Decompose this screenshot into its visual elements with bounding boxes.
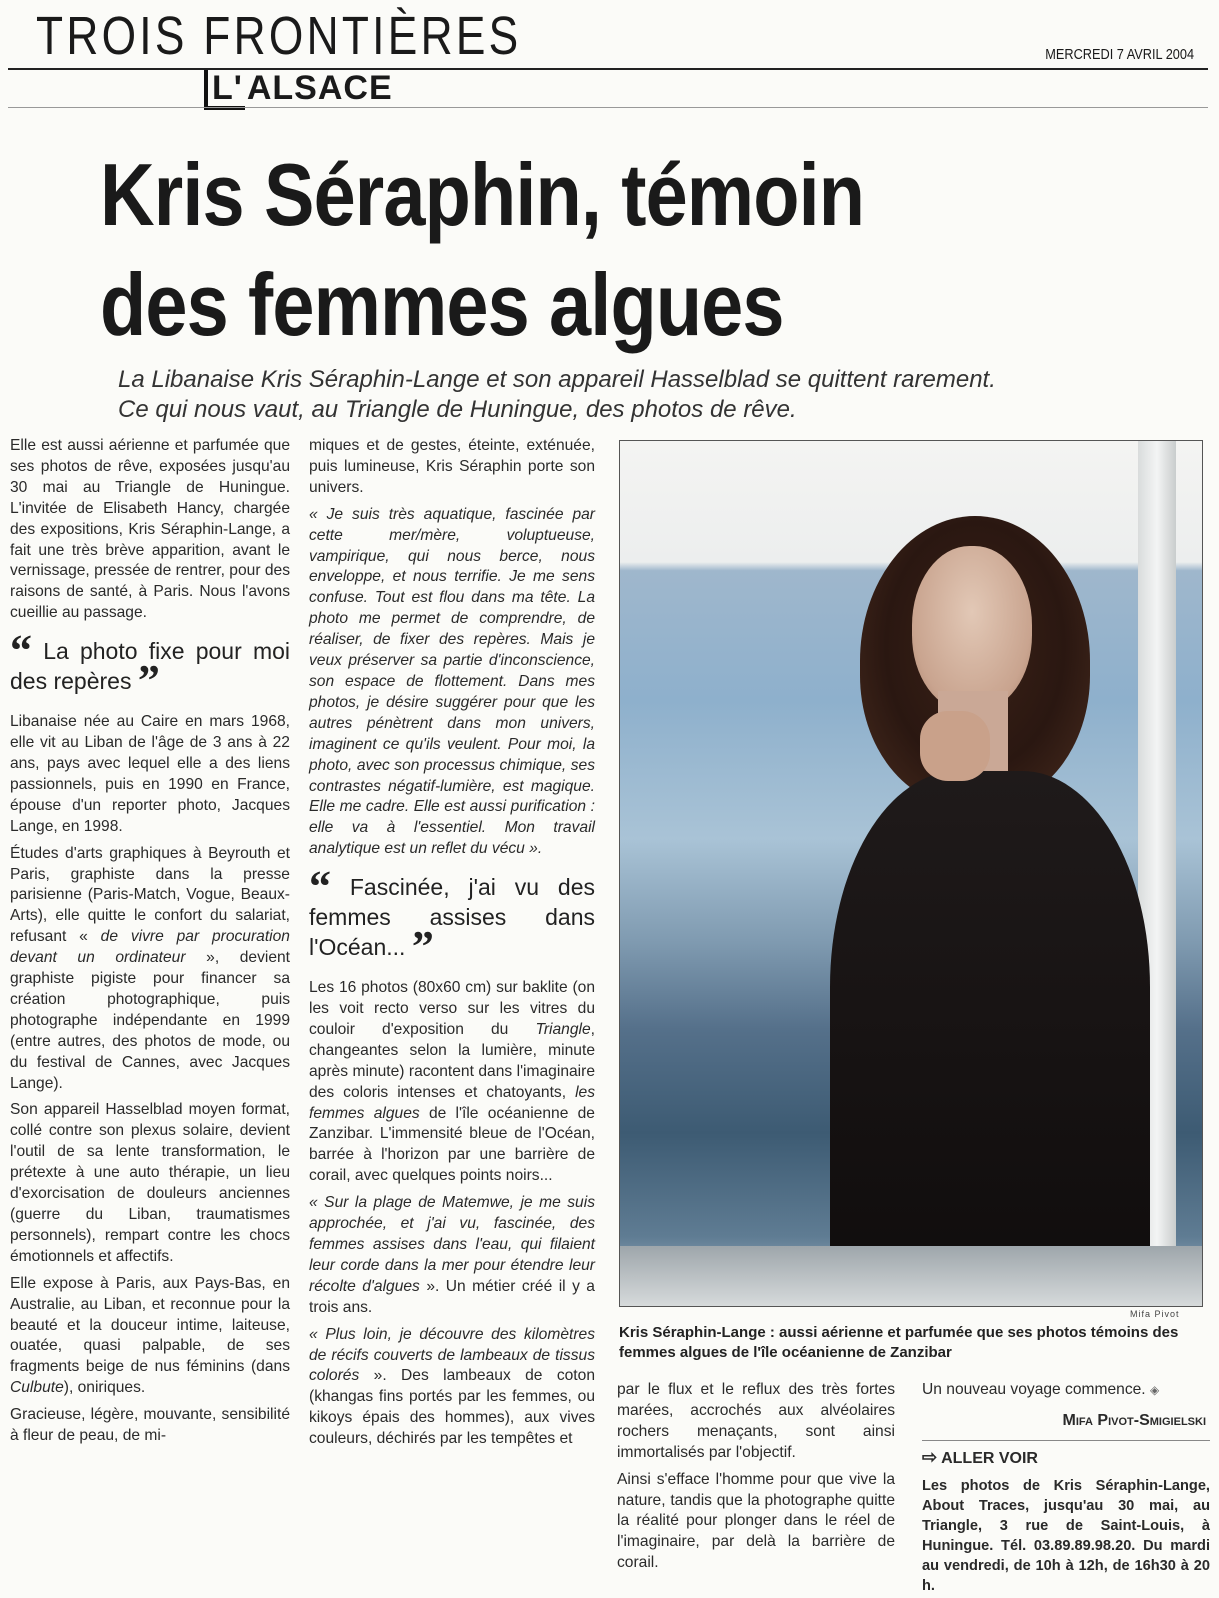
headline-line-2: des femmes algues	[100, 255, 784, 354]
pull-quote-text: La photo fixe pour moi des repères	[10, 638, 291, 695]
lead-line-1: La Libanaise Kris Séraphin-Lange et son appareil Hasselblad se quittent rarement.	[118, 366, 996, 393]
column-2	[309, 436, 595, 1456]
photo-caption: Kris Séraphin-Lange : aussi aérienne et parfumée que ses photos témoins des femmes algues de l'île océanienne de Zanzibar	[619, 1324, 1179, 1361]
pull-quote-2	[309, 862, 595, 972]
text-run: , changeantes selon la lumière, minute après minute) racontent dans l'imaginaire des coloris intenses et chatoyants,	[309, 1020, 595, 1101]
window-sill	[620, 1246, 1202, 1306]
paragraph-quote: « Je suis très aquatique, fascinée par cette mer/mère, voluptueuse, vampirique, qui nous berce, nous enveloppe, et nous terrifie. Je me sens confuse. Tout est flou dans ma tête. La photo me permet de comprendre, de réaliser, de fixer des repères. Mais je veux préserver sa partie d'inconscience, son espace de flottement. Dans mes photos, je désire suggérer pour que les autres pénètrent dans mon univers, imaginent ce qu'ils veulent. Pour moi, la photo, avec son processus chimique, ses contrastes négatif-lumière, est magique. Elle me cadre. Elle est aussi purification : elle va à l'essentiel. Mon travail analytique est un reflet du vécu ».	[309, 505, 595, 858]
paragraph: par le flux et le reflux des très fortes marées, accrochés aux alvéolaires rochers menaçants, sont ainsi immortalisés par l'objectif.	[617, 1381, 895, 1461]
photo-face	[912, 546, 1032, 711]
paragraph: Ainsi s'efface l'homme pour que vive la nature, tandis que la photographe quitte la réalité pour plonger dans le réel de l'imaginaire, par delà la barrière de corail.	[617, 1470, 895, 1572]
aller-voir-label: ALLER VOIR	[941, 1449, 1038, 1467]
close-quote-icon: ”	[411, 922, 434, 972]
aller-voir-heading	[922, 1440, 1210, 1470]
text-run: Les 16 photos (80x60 cm) sur baklite (on les voit recto verso sur les vitres du couloir d'exposition du	[309, 979, 595, 1038]
text-run: Un nouveau voyage commence.	[922, 1381, 1146, 1398]
masthead	[8, 0, 1208, 110]
text-run-italic: les femmes algues	[309, 1083, 595, 1122]
column-3	[617, 1380, 895, 1580]
section-title: TROIS FRONTIÈRES	[36, 6, 522, 66]
paragraph	[10, 1274, 290, 1399]
text-run-italic: de vivre par procuration devant un ordinateur	[10, 928, 290, 967]
pull-quote-1	[10, 626, 291, 706]
text-run-italic: Culbute	[10, 1379, 64, 1397]
text-run: de l'île océanienne de Zanzibar. L'immensité bleue de l'Océan, barrée à l'horizon par une barrière de corail, avec quelques points noirs...	[309, 1104, 595, 1185]
end-mark-icon: ◈	[1150, 1383, 1160, 1397]
pull-quote-text: Fascinée, j'ai vu des femmes assises dans l'Océan...	[309, 874, 595, 961]
text-run-italic: Triangle	[535, 1020, 591, 1038]
logo-text: ALSACE	[246, 69, 393, 107]
open-quote-icon: “	[309, 862, 331, 912]
text-run: Elle expose à Paris, aux Pays-Bas, en Australie, au Liban, et reconnue pour la beauté et la douceur intime, laiteuse, ouatée, quasi palpable, de ses fragments beige de nus féminins (dans	[10, 1274, 290, 1376]
column-4	[922, 1380, 1210, 1596]
paragraph	[309, 978, 595, 1187]
paragraph: Gracieuse, légère, mouvante, sensibilité à fleur de peau, de mi-	[10, 1406, 290, 1445]
paragraph: Elle est aussi aérienne et parfumée que ses photos de rêve, exposées jusqu'au 30 mai au Triangle de Huningue. L'invitée de Elisabeth Hancy, chargée des expositions, Kris Séraphin-Lange, a fait une très brève apparition, avant le vernissage, pressée de rentrer, pour des raisons de santé, à Paris. Nous l'avons cueillie au passage.	[10, 437, 290, 622]
paragraph	[922, 1380, 1210, 1401]
photo-body	[830, 771, 1150, 1307]
lead-line-2: Ce qui nous vaut, au Triangle de Huningue, des photos de rêve.	[118, 396, 797, 423]
column-1	[10, 436, 290, 1453]
newspaper-logo	[204, 70, 393, 110]
paragraph	[309, 1325, 595, 1450]
arrow-right-icon: ⇨	[922, 1446, 938, 1467]
text-run: ». Des lambeaux de coton (khangas fins portés par les femmes, ou kikoys épais des hommes), aux vives couleurs, déchirés par les tempêtes et	[309, 1367, 595, 1448]
headline-line-1: Kris Séraphin, témoin	[100, 145, 865, 244]
publication-date: MERCREDI 7 AVRIL 2004	[1045, 46, 1194, 63]
author-signature: Mifa Pivot-Smigielski	[1062, 1411, 1206, 1429]
text-run: Études d'arts graphiques à Beyrouth et Paris, graphiste dans la presse parisienne (Paris-Match, Vogue, Beaux-Arts), elle quitte le confort du salariat, refusant «	[10, 844, 290, 946]
article-headline	[100, 140, 1029, 360]
masthead-divider	[8, 107, 1208, 108]
paragraph: Libanaise née au Caire en mars 1968, elle vit au Liban de l'âge de 3 ans à 22 ans, pays avec lequel elle a des liens passionnels, puis en 1990 en France, épouse d'un reporter photo, Jacques Lange, en 1998.	[10, 713, 290, 835]
article-lead	[118, 365, 1198, 425]
logo-box: L'	[204, 70, 245, 110]
practical-info: Les photos de Kris Séraphin-Lange, About Traces, jusqu'au 30 mai, au Triangle, 3 rue de Saint-Louis, à Huningue. Tél. 03.89.89.98.20. Du mardi au vendredi, de 10h à 12h, de 16h30 à 20 h.	[922, 1477, 1210, 1594]
text-run: ), oniriques.	[63, 1379, 146, 1397]
photo-credit: Mifa Pivot	[1130, 1309, 1180, 1319]
open-quote-icon: “	[10, 626, 32, 676]
masthead-rule	[8, 68, 1208, 70]
paragraph: miques et de gestes, éteinte, exténuée, puis lumineuse, Kris Séraphin porte son univers.	[309, 437, 595, 496]
text-run-italic: « Sur la plage de Matemwe, je me suis approchée, et j'ai vu, fascinée, des femmes assises dans l'eau, qui filaient leur corde dans la mer pour étendre leur récolte d'algues	[309, 1194, 595, 1295]
text-run-italic: « Plus loin, je découvre des kilomètres de récifs couverts de lambeaux de tissus colorés	[309, 1325, 595, 1385]
portrait-photo	[619, 440, 1203, 1307]
paragraph: Son appareil Hasselblad moyen format, collé contre son plexus solaire, devient l'outil de sa lente transformation, le prétexte à une auto thérapie, un lieu d'exorcisation de douleurs anciennes (guerre du Liban, traumatismes personnels), rempart contre les chocs émotionnels et affectifs.	[10, 1101, 290, 1265]
text-run: ». Un métier créé il y a trois ans.	[309, 1277, 595, 1316]
paragraph	[10, 844, 290, 1095]
paragraph	[309, 1193, 595, 1318]
text-run: », devient graphiste pigiste pour financer sa création photographique, puis photographe indépendante en 1999 (entre autres, des photos de mode, ou du festival de Cannes, avec Jacques Lange).	[10, 949, 291, 1092]
photo-hand	[920, 711, 990, 781]
close-quote-icon: ”	[137, 656, 160, 706]
